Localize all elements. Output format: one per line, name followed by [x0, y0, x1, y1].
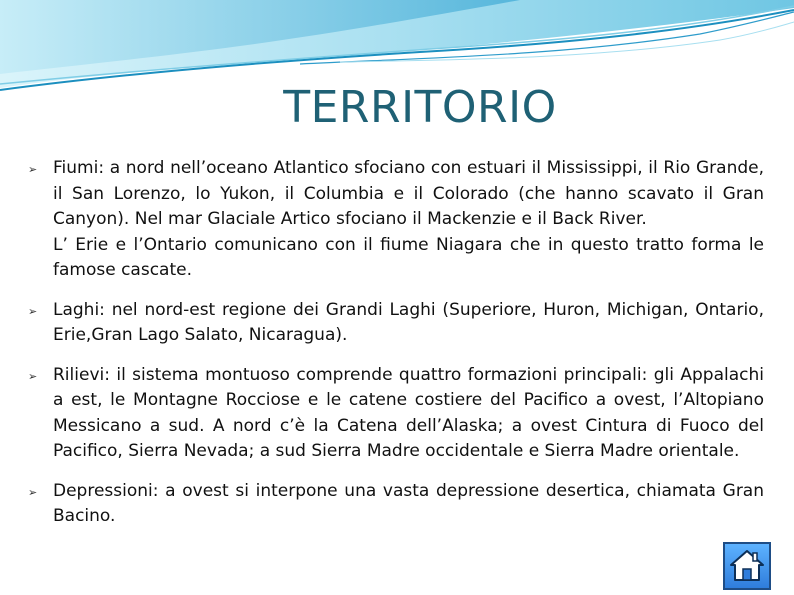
bullet-rilievi [28, 363, 764, 465]
bullet-text: L’ Erie e l’Ontario comunicano con il fiume Niagara che in questo tratto forma le famose cascate. [53, 234, 764, 280]
bullet-arrow-icon: ➢ [28, 369, 38, 383]
bullet-arrow-icon: ➢ [28, 485, 38, 499]
bullet-laghi [28, 298, 764, 349]
bullet-text: Depressioni: a ovest si interpone una vasta depressione desertica, chiamata Gran Bacino. [53, 480, 764, 526]
bullet-depressioni [28, 479, 764, 530]
home-button[interactable] [723, 542, 771, 590]
bullet-fiumi [28, 156, 764, 284]
bullet-arrow-icon: ➢ [28, 304, 38, 318]
slide-title: TERRITORIO [283, 82, 557, 133]
bullet-text: Fiumi: a nord nell’oceano Atlantico sfociano con estuari il Mississippi, il Rio Grande, il San Lorenzo, lo Yukon, il Columbia e il Colorado (che hanno scavato il Gran Canyon). Nel mar Glaciale Artico sfociano il Mackenzie e il Back River. [53, 158, 764, 229]
bullet-text: Laghi: nel nord-est regione dei Grandi Laghi (Superiore, Huron, Michigan, Ontario, Erie,Gran Lago Salato, Nicaragua). [53, 299, 764, 345]
bullet-list [28, 156, 764, 544]
home-icon [727, 546, 767, 586]
bullet-arrow-icon: ➢ [28, 163, 38, 176]
bullet-text: Rilievi: il sistema montuoso comprende quattro formazioni principali: gli Appalachi a est, le Montagne Rocciose e le catene costiere del Pacifico a ovest, l’Altopiano Messicano a sud. A nord c’è la Catena dell’Alaska; a ovest Cintura di Fuoco del Pacifico, Sierra Nevada; a sud Sierra Madre occidentale e Sierra Madre orientale. [53, 364, 764, 461]
